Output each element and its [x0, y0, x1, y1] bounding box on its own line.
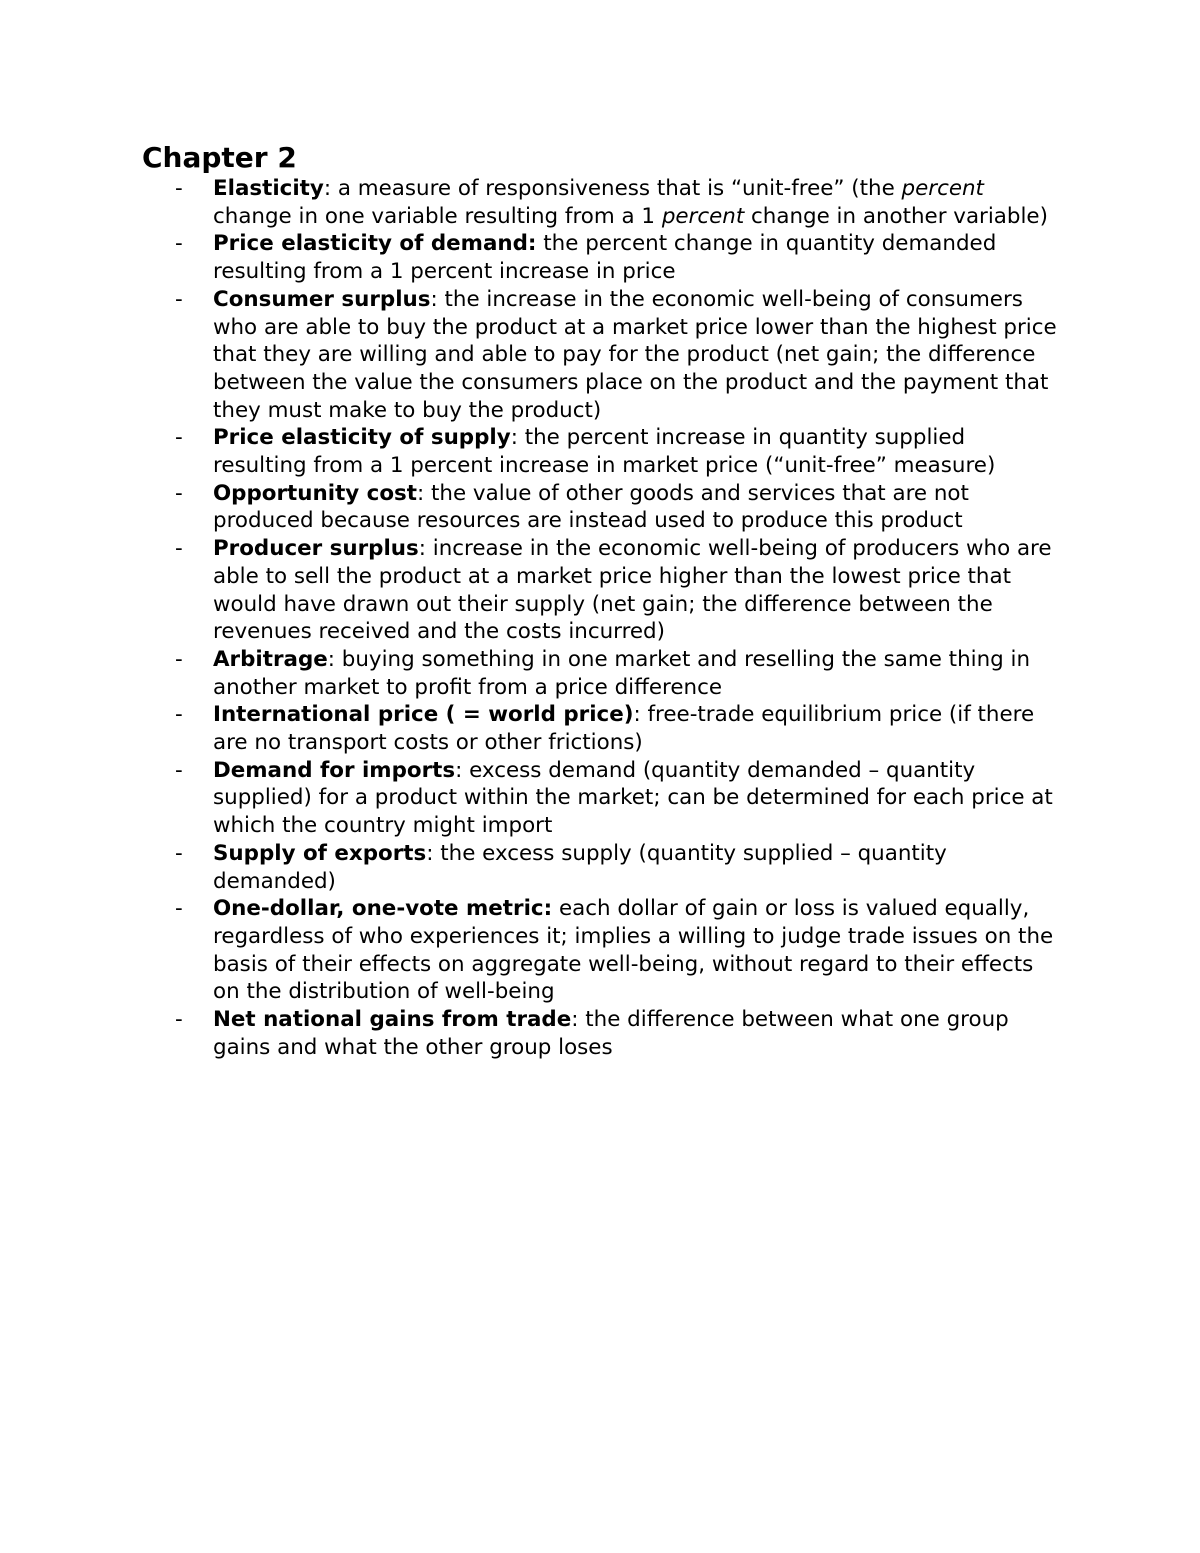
definition-term: Price elasticity of demand: [213, 231, 537, 257]
definition-item [0, 895, 1063, 1006]
definition-item [0, 424, 1063, 479]
bullet-dash: - [175, 896, 183, 922]
definition-item [0, 701, 1063, 756]
term-separator: : [571, 1007, 586, 1033]
definition-text: buying something in one market and reselling the same thing in another market to profit from a price difference [213, 646, 1031, 700]
definition-text: excess demand (quantity demanded – quantity supplied) for a product within the market; can be determined for each price at which the country might import [213, 757, 1053, 839]
bullet-dash: - [175, 757, 183, 783]
definition-text: free-trade equilibrium price (if there are no transport costs or other frictions) [213, 702, 1035, 756]
bullet-dash: - [175, 231, 183, 257]
definition-term: Producer surplus [213, 536, 419, 562]
definition-term: Consumer surplus [213, 286, 431, 312]
definition-item [0, 175, 1063, 230]
definition-emphasis: percent [901, 176, 984, 201]
definition-item [0, 1006, 1063, 1061]
definition-term: Price elasticity of supply [213, 425, 511, 451]
term-separator: : [327, 646, 342, 672]
term-separator: : [418, 536, 433, 562]
definition-text: a measure of responsiveness that is “unit-free” (the [337, 176, 902, 201]
bullet-dash: - [175, 536, 183, 562]
definition-item [0, 535, 1063, 646]
term-separator: : [510, 425, 525, 451]
definition-text: the percent change in quantity demanded resulting from a 1 percent increase in price [213, 231, 997, 285]
definition-text: each dollar of gain or loss is valued equally, regardless of who experiences it; implies a willing to judge trade issues on the basis of their effects on aggregate well-being, without regard to their effects on the distribution of well-being [213, 896, 1054, 1005]
bullet-dash: - [175, 286, 183, 312]
bullet-dash: - [175, 425, 183, 451]
definition-item [0, 480, 1063, 535]
term-separator: : [323, 176, 338, 201]
definition-text: change in one variable resulting from a 1 [213, 203, 662, 229]
chapter-title: Chapter 2 [142, 141, 297, 174]
definition-text: the increase in the economic well-being of consumers who are able to buy the product at a market price lower than the highest price that they are willing and able to pay for the product (net gain; the difference between the value the consumers place on the product and the payment that they must make to buy the product) [213, 286, 1057, 423]
term-separator [552, 896, 559, 921]
bullet-dash: - [175, 702, 183, 728]
definition-text: the difference between what one group gains and what the other group loses [213, 1007, 1009, 1060]
definition-item [0, 840, 1063, 895]
bullet-dash: - [175, 176, 183, 201]
bullet-dash: - [175, 646, 183, 672]
definition-item [0, 286, 1063, 425]
definition-list [0, 175, 1200, 1062]
term-separator: : [633, 702, 648, 728]
definition-text: change in another variable) [744, 203, 1048, 229]
definition-item [0, 230, 1063, 285]
definition-term: Elasticity [213, 176, 324, 201]
definition-term: Demand for imports [213, 757, 456, 783]
bullet-dash: - [175, 840, 183, 866]
definition-text: the value of other goods and services that are not produced because resources are instead used to produce this product [213, 480, 969, 534]
bullet-dash: - [175, 1007, 183, 1033]
term-separator: : [430, 286, 445, 312]
bullet-dash: - [175, 480, 183, 506]
term-separator: : [426, 840, 441, 866]
definition-text: increase in the economic well-being of producers who are able to sell the product at a market price higher than the lowest price that would have drawn out their supply (net gain; the difference between the revenues received and the costs incurred) [213, 536, 1052, 645]
term-separator: : [455, 757, 470, 783]
definition-item [0, 646, 1063, 701]
definition-text: the excess supply (quantity supplied – quantity demanded) [213, 840, 947, 894]
definition-term: One-dollar, one-vote metric: [213, 896, 553, 922]
definition-term: Arbitrage [213, 646, 328, 672]
definition-term: Supply of exports [213, 840, 427, 866]
term-separator: : [417, 480, 432, 506]
definition-term: Net national gains from trade [213, 1007, 572, 1033]
definition-term: International price ( = world price) [213, 702, 634, 728]
definition-emphasis: percent [661, 203, 745, 229]
definition-text: the percent increase in quantity supplied resulting from a 1 percent increase in market price (“unit-free” measure) [213, 425, 996, 479]
definition-item [0, 757, 1063, 840]
definition-term: Opportunity cost [213, 480, 418, 506]
